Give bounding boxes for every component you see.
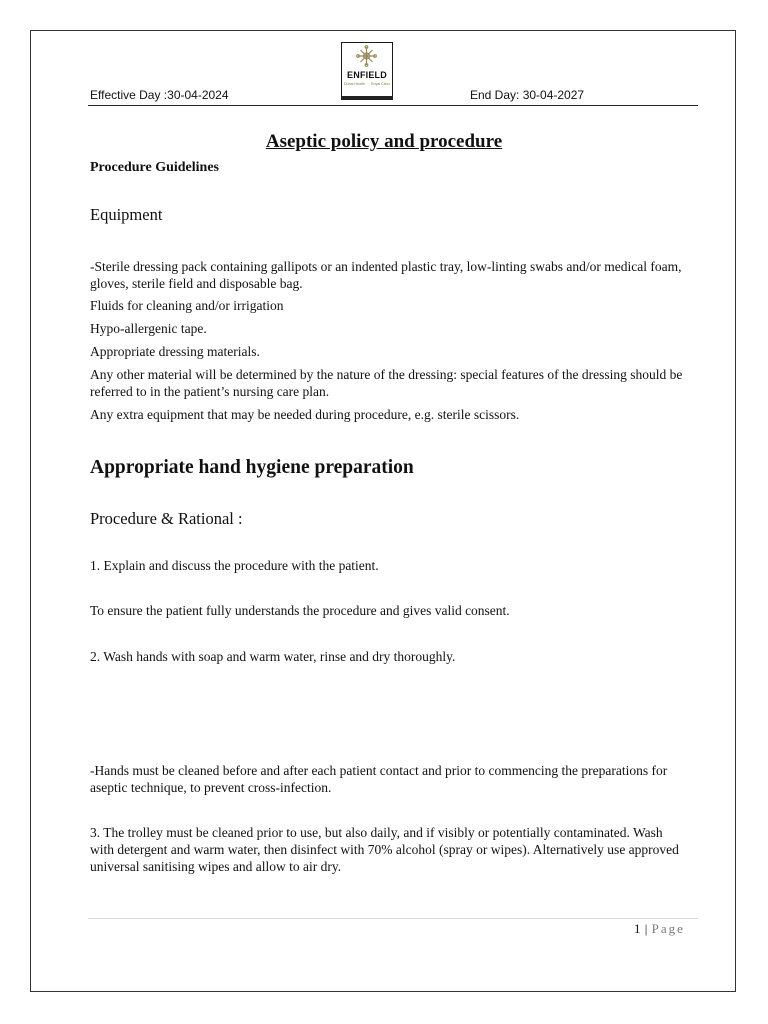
effective-day: Effective Day :30-04-2024 bbox=[90, 88, 229, 102]
logo-bar bbox=[341, 96, 393, 100]
document-title: Aseptic policy and procedure bbox=[265, 131, 503, 152]
procedure-rationale: To ensure the patient fully understands the procedure and gives valid consent. bbox=[90, 603, 510, 618]
enfield-logo bbox=[341, 42, 393, 100]
end-day: End Day: 30-04-2027 bbox=[470, 88, 585, 102]
page-label: Page bbox=[651, 921, 685, 936]
footer-divider bbox=[88, 918, 698, 919]
equipment-item: Any other material will be determined by the nature of the dressing: special features of the dressing should be referred to in the patient’s nursing care plan. bbox=[90, 367, 683, 399]
procedure-rationale: -Hands must be cleaned before and after each patient contact and prior to commencing the preparations for aseptic technique, to prevent cross-infection. bbox=[90, 763, 668, 795]
equipment-item: Any extra equipment that may be needed during procedure, e.g. sterile scissors. bbox=[90, 407, 520, 422]
logo-emblem-icon bbox=[342, 43, 391, 71]
hand-hygiene-heading: Appropriate hand hygiene preparation bbox=[90, 457, 414, 478]
page-number: 1 bbox=[634, 921, 641, 936]
page-footer bbox=[634, 921, 685, 937]
logo-wordmark: ENFIELD bbox=[347, 70, 387, 80]
procedure-step: 3. The trolley must be cleaned prior to use, but also daily, and if visibly or potentially contaminated. Wash with detergent and warm water, then disinfect with 70% alcohol (spray or wipes). Alternatively use approved universal sanitising wipes and allow to air dry. bbox=[90, 825, 679, 874]
procedure-step: 2. Wash hands with soap and warm water, rinse and dry thoroughly. bbox=[90, 649, 456, 664]
procedure-guidelines-heading: Procedure Guidelines bbox=[90, 160, 219, 175]
equipment-item: Fluids for cleaning and/or irrigation bbox=[90, 298, 284, 313]
procedure-step: 1. Explain and discuss the procedure with the patient. bbox=[90, 558, 379, 573]
procedure-rational-heading: Procedure & Rational : bbox=[90, 509, 243, 528]
header-divider bbox=[88, 105, 698, 106]
logo-subtext: Dubai Health Royal Clinic bbox=[344, 82, 390, 86]
equipment-item: -Sterile dressing pack containing gallipots or an indented plastic tray, low-linting swabs and/or medical foam, gloves, sterile field and disposable bag. bbox=[90, 259, 682, 291]
equipment-item: Hypo-allergenic tape. bbox=[90, 321, 207, 336]
equipment-heading: Equipment bbox=[90, 205, 163, 224]
page-separator: | bbox=[641, 921, 652, 936]
equipment-item: Appropriate dressing materials. bbox=[90, 344, 260, 359]
